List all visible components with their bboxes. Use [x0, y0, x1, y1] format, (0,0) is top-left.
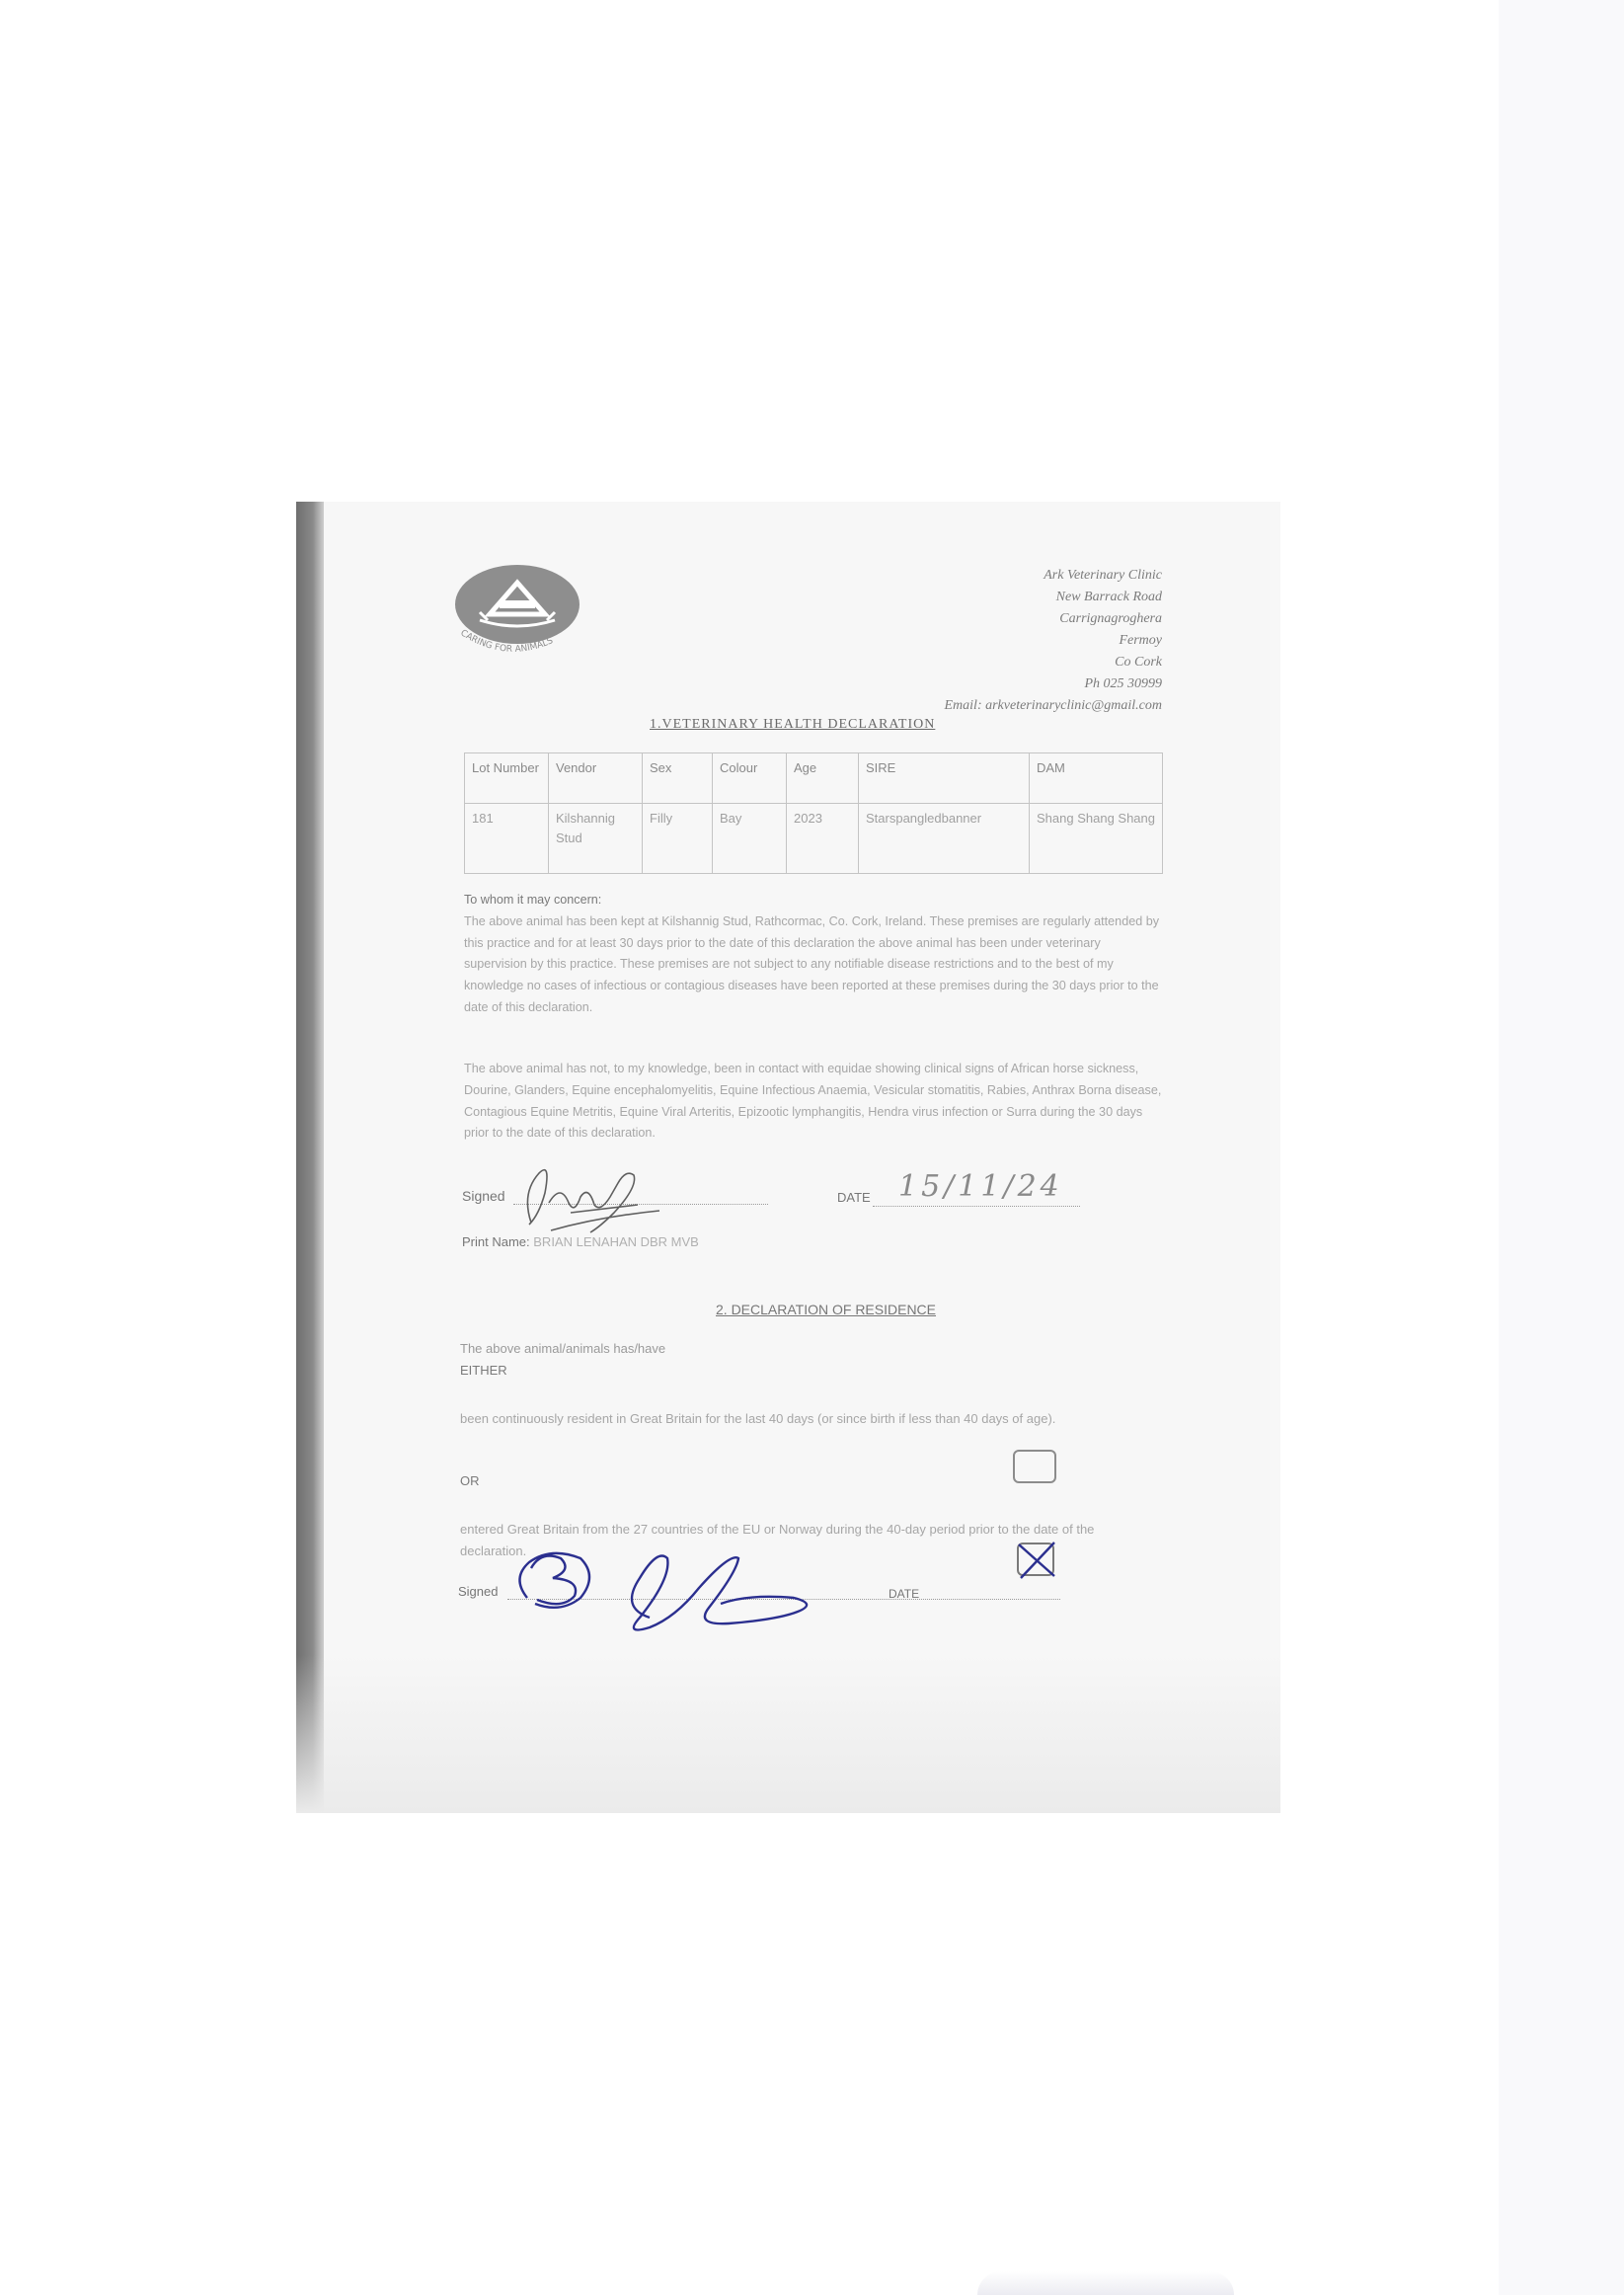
- address-line: Co Cork: [1115, 655, 1162, 670]
- print-name: [462, 1234, 699, 1249]
- declaration-page: [324, 502, 1280, 1813]
- clinic-phone: Ph 025 30999: [1084, 676, 1162, 691]
- table-cell: Bay: [713, 804, 787, 874]
- clinic-logo: [450, 563, 598, 672]
- address-line: Fermoy: [1119, 633, 1162, 648]
- handwritten-date: 15/11/24: [898, 1169, 1063, 1204]
- table-row: [465, 804, 1163, 874]
- document-photo: [296, 502, 1280, 1813]
- column-header: Age: [787, 753, 859, 804]
- table-header-row: [465, 753, 1163, 804]
- column-header: Sex: [643, 753, 713, 804]
- buyer-signature: [502, 1529, 916, 1637]
- clinic-name: Ark Veterinary Clinic: [1044, 568, 1162, 583]
- table-cell: Filly: [643, 804, 713, 874]
- or-label: OR: [460, 1473, 480, 1488]
- column-header: Colour: [713, 753, 787, 804]
- declaration-body-2: [464, 1059, 1165, 1145]
- photo-shadow: [296, 502, 324, 1813]
- section1-title: 1.VETERINARY HEALTH DECLARATION: [650, 717, 936, 732]
- residence-checkbox[interactable]: [1013, 1450, 1056, 1483]
- table-cell: Kilshannig Stud: [549, 804, 643, 874]
- declaration-text: The above animal has been kept at Kilshannig Stud, Rathcormac, Co. Cork, Ireland. These premises are regularly attended by this practice and for at least 30 days prior to the date of this declaration the above animal has been under veterinary supervision by this practice. These premises are not subject to any notifiable disease restrictions and to the best of my knowledge no cases of infectious or contagious diseases have been reported at these premises during the 30 days prior to the date of this declaration.: [464, 913, 1160, 1014]
- either-label: EITHER: [460, 1363, 507, 1378]
- signed-label-2: Signed: [458, 1584, 499, 1599]
- scan-smudge: [977, 2271, 1234, 2295]
- date-label-2: DATE: [889, 1587, 920, 1601]
- section2-title: 2. DECLARATION OF RESIDENCE: [716, 1302, 937, 1317]
- option-entered-gb: entered Great Britain from the 27 countries of the EU or Norway during the 40-day period prior to the date of the declaration.: [460, 1522, 1095, 1558]
- clinic-address: [807, 565, 1162, 717]
- table-cell: Shang Shang Shang: [1030, 804, 1163, 874]
- column-header: DAM: [1030, 753, 1163, 804]
- entered-gb-checkbox[interactable]: [1015, 1539, 1058, 1582]
- declaration-body-1: [464, 890, 1165, 1019]
- svg-text:CARING FOR ANIMALS: CARING FOR ANIMALS: [458, 628, 555, 655]
- greeting: To whom it may concern:: [464, 893, 602, 907]
- date-label: DATE: [837, 1190, 871, 1205]
- print-name-label: Print Name:: [462, 1234, 530, 1249]
- address-line: Carrignagroghera: [1059, 611, 1162, 626]
- residence-intro: The above animal/animals has/have: [460, 1341, 666, 1356]
- print-name-value: BRIAN LENAHAN DBR MVB: [533, 1234, 699, 1249]
- scanner-edge: [1499, 0, 1624, 2295]
- date-line: [873, 1205, 1080, 1207]
- column-header: Lot Number: [465, 753, 549, 804]
- table-cell: Starspangledbanner: [859, 804, 1030, 874]
- declaration-text: The above animal has not, to my knowledge, been in contact with equidae showing clinical signs of African horse sickness, Dourine, Glanders, Equine encephalomyelitis, Equine Infectious Anaemia, Vesicular stomatitis, Rabies, Anthrax Borna disease, Contagious Equine Metritis, Equine Viral Arteritis, Epizootic lymphangitis, Hendra virus infection or Surra during the 30 days prior to the date of this declaration.: [464, 1062, 1162, 1141]
- lot-table: [464, 752, 1163, 874]
- column-header: SIRE: [859, 753, 1030, 804]
- signed-label: Signed: [462, 1188, 505, 1204]
- table-cell: 2023: [787, 804, 859, 874]
- table-cell: 181: [465, 804, 549, 874]
- clinic-email: Email: arkveterinaryclinic@gmail.com: [944, 698, 1162, 713]
- column-header: Vendor: [549, 753, 643, 804]
- address-line: New Barrack Road: [1055, 590, 1162, 604]
- vet-signature: [511, 1153, 699, 1242]
- option-continuous-residence: been continuously resident in Great Britain for the last 40 days (or since birth if less than 40 days of age).: [460, 1411, 1056, 1426]
